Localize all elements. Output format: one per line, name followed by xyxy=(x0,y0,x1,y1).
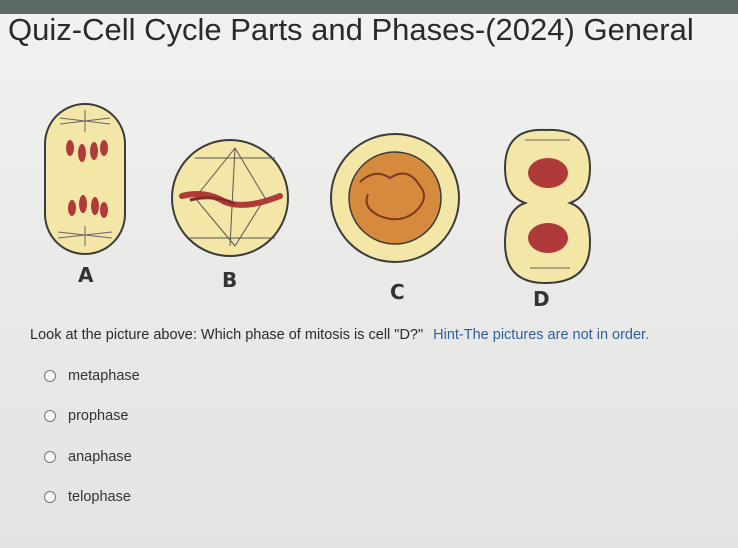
telophase-cell-icon xyxy=(505,130,590,283)
option-label: prophase xyxy=(68,408,129,424)
cell-label-b: B xyxy=(222,268,238,292)
anaphase-cell-icon xyxy=(45,104,125,254)
radio-button[interactable] xyxy=(44,491,56,503)
option-anaphase[interactable] xyxy=(44,447,132,467)
option-label: metaphase xyxy=(68,368,140,384)
radio-button[interactable] xyxy=(44,370,56,382)
interphase-cell-icon xyxy=(331,134,459,262)
option-prophase[interactable] xyxy=(44,406,128,426)
option-telophase[interactable] xyxy=(44,487,131,507)
option-label: anaphase xyxy=(68,449,132,465)
option-metaphase[interactable] xyxy=(44,366,140,386)
cell-diagram xyxy=(30,98,630,310)
cell-label-a: A xyxy=(78,263,94,287)
cell-label-d: D xyxy=(533,287,550,311)
question-prompt: Look at the picture above: Which phase of mitosis is cell "D?" xyxy=(30,327,424,343)
metaphase-cell-icon xyxy=(172,140,288,256)
cell-label-c: C xyxy=(390,280,405,304)
radio-button[interactable] xyxy=(44,451,56,463)
quiz-title: Quiz-Cell Cycle Parts and Phases-(2024) General xyxy=(8,12,694,47)
question-hint: Hint-The pictures are not in order. xyxy=(433,327,650,343)
radio-button[interactable] xyxy=(44,410,56,422)
question-text xyxy=(30,327,649,343)
option-label: telophase xyxy=(68,489,131,505)
